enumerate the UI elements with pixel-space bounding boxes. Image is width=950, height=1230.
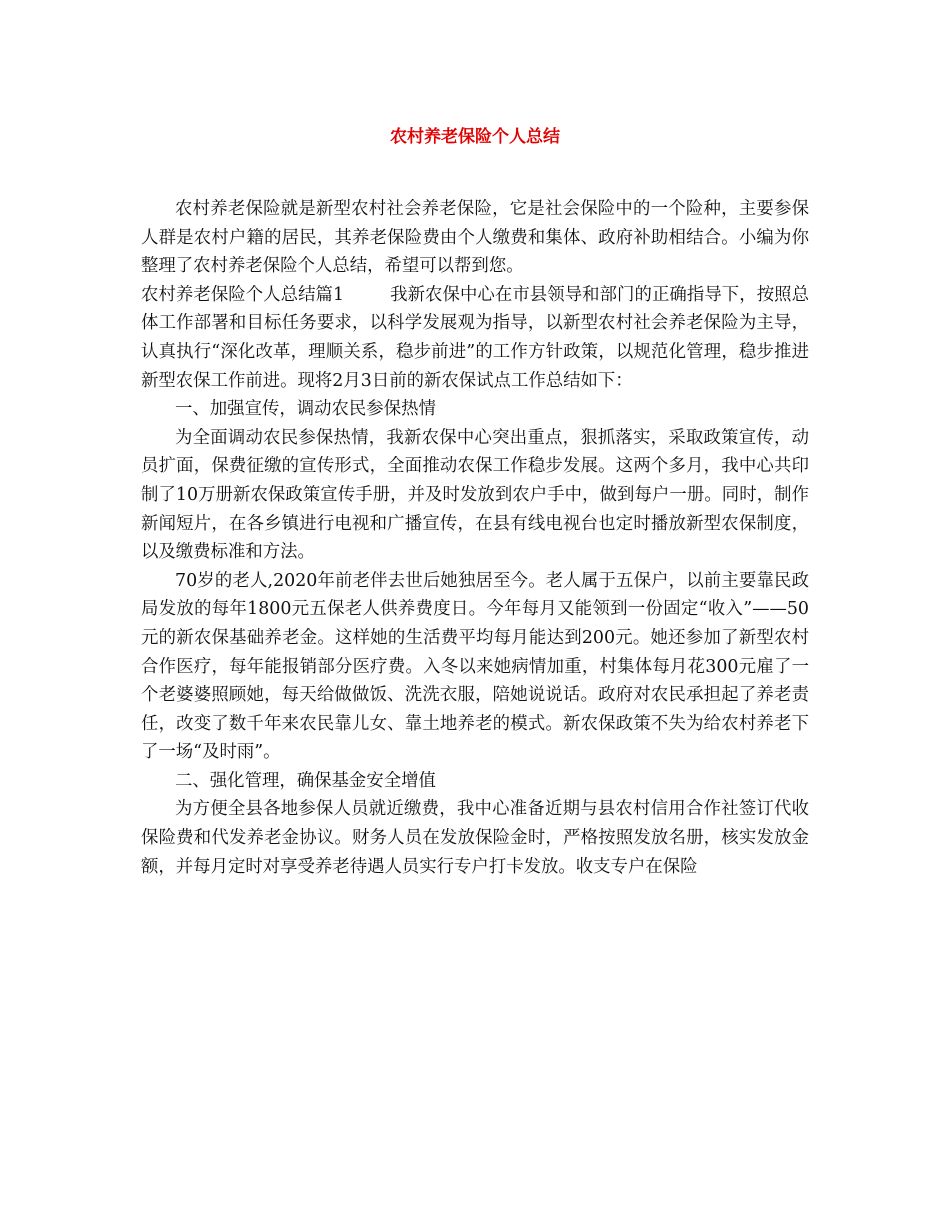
document-title: 农村养老保险个人总结 [390, 127, 560, 147]
document-body [141, 195, 809, 881]
paragraph-management: 为方便全县各地参保人员就近缴费，我中心准备近期与县农村信用合作社签订代收保险费和代发养老金协议。财务人员在发放保险金时，严格按照发放名册，核实发放金额，并每月定时对享受养老待遇人员实行专户打卡发放。收支专户在保险 [141, 799, 809, 877]
heading-publicity: 一、加强宣传，调动农民参保热情 [175, 399, 436, 420]
section-1-text: 我新农保中心在市县领导和部门的正确指导下，按照总体工作部署和目标任务要求，以科学发展观为指导，以新型农村社会养老保险为主导，认真执行“深化改革，理顺关系，稳步前进”的工作方针政策，以规范化管理，稳步推进新型农保工作前进。现将2月3日前的新农保试点工作总结如下： [141, 284, 809, 391]
paragraph-section-1 [141, 281, 809, 395]
paragraph-publicity: 为全面调动农民参保热情，我新农保中心突出重点，狠抓落实，采取政策宣传，动员扩面，保费征缴的宣传形式，全面推动农保工作稳步发展。这两个多月，我中心共印制了10万册新农保政策宣传手册，并及时发放到农户手中，做到每户一册。同时，制作新闻短片，在各乡镇进行电视和广播宣传，在县有线电视台也定时播放新型农保制度，以及缴费标准和方法。 [141, 427, 809, 563]
heading-management: 二、强化管理，确保基金安全增值 [175, 770, 436, 791]
paragraph-intro: 农村养老保险就是新型农村社会养老保险，它是社会保险中的一个险种，主要参保人群是农村户籍的居民，其养老保险费由个人缴费和集体、政府补助相结合。小编为你整理了农村养老保险个人总结，希望可以帮到您。 [141, 199, 809, 277]
paragraph-elderly-case: 70岁的老人,2020年前老伴去世后她独居至今。老人属于五保户，以前主要靠民政局发放的每年1800元五保老人供养费度日。今年每月又能领到一份固定“收入”——50元的新农保基础养老金。这样她的生活费平均每月能达到200元。她还参加了新型农村合作医疗，每年能报销部分医疗费。入冬以来她病情加重，村集体每月花300元雇了一个老婆婆照顾她，每天给做做饭、洗洗衣服，陪她说说话。政府对农民承担起了养老责任，改变了数千年来农民靠儿女、靠土地养老的模式。新农保政策不失为给农村养老下了一场“及时雨”。 [141, 570, 809, 763]
section-heading: 农村养老保险个人总结篇1 [141, 284, 345, 305]
